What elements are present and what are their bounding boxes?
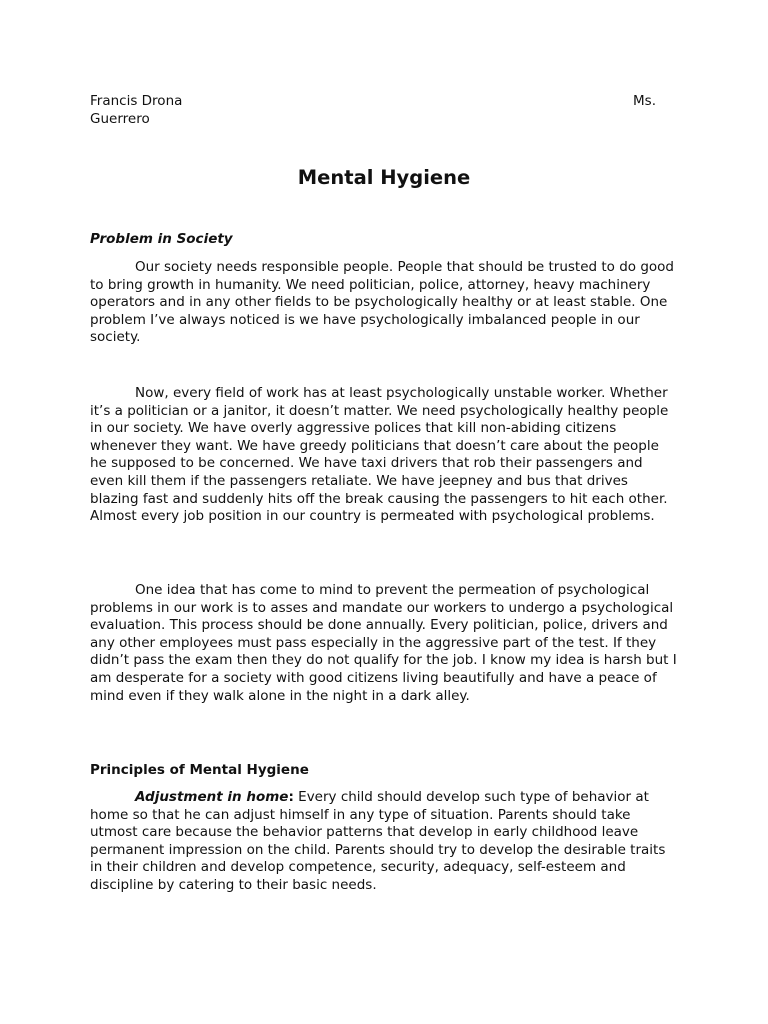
section-heading-principles: Principles of Mental Hygiene: [90, 762, 309, 778]
paragraph-3: One idea that has come to mind to prevent the permeation of psychological problems in our work is to asses and mandate our workers to undergo a psychological evaluation. This process should be done annually. Every politician, police, drivers and any other employees must pass especially in the aggressive part of the test. If they didn’t pass the exam then they do not qualify for the job. I know my idea is harsh but I am desperate for a society with good citizens living beautifully and have a peace of mind even if they walk alone in the night in a dark alley.: [90, 582, 677, 704]
lead-colon: :: [288, 789, 294, 805]
section-heading-problem: Problem in Society: [90, 231, 233, 247]
teacher-title: Ms.: [633, 93, 656, 109]
document-title: Mental Hygiene: [297, 166, 471, 189]
author-name: Francis Drona: [90, 93, 183, 109]
header-line: [90, 92, 656, 110]
lead-term: Adjustment in home: [135, 789, 289, 805]
paragraph-1: Our society needs responsible people. People that should be trusted to do good to bring growth in humanity. We need politician, police, attorney, heavy machinery operators and in any other fields to be psychologically healthy or at least stable. One problem I’ve always noticed is we have psychologically imbalanced people in our society.: [90, 259, 674, 346]
teacher-name: Guerrero: [90, 111, 150, 127]
paragraph-adjustment: [90, 789, 680, 895]
lead-text: Every child should develop such type of behavior at home so that he can adjust himself in any type of situation. Parents should take utmost care because the behavior patterns that develop in early childhood leave permanent impression on the child. Parents should try to develop the desirable traits in their children and develop competence, security, adequacy, self-esteem and discipline by catering to their basic needs.: [90, 789, 666, 893]
paragraph-2: Now, every field of work has at least psychologically unstable worker. Whether it’s a politician or a janitor, it doesn’t matter. We need psychologically healthy people in our society. We have overly aggressive polices that kill non-abiding citizens whenever they want. We have greedy politicians that doesn’t care about the people he supposed to be concerned. We have taxi drivers that rob their passengers and even kill them if the passengers retaliate. We have jeepney and bus that drives blazing fast and suddenly hits off the break causing the passengers to hit each other. Almost every job position in our country is permeated with psychological problems.: [90, 385, 669, 525]
